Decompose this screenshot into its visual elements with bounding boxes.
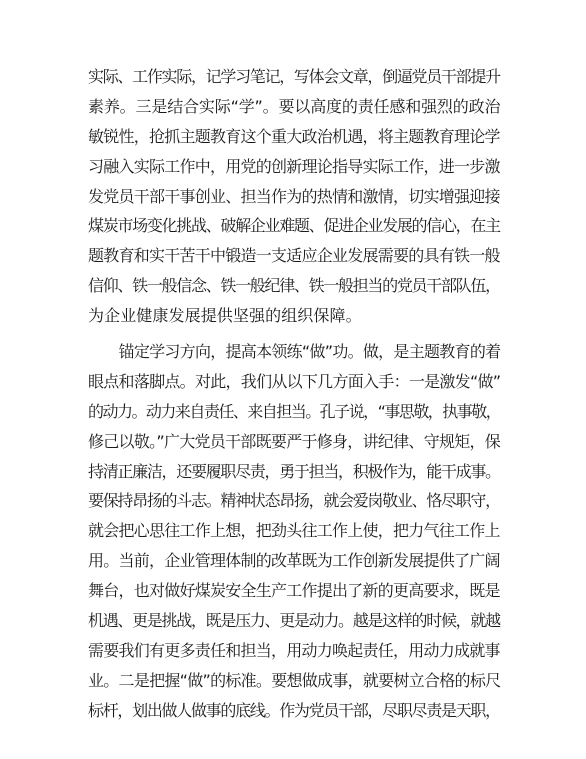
text-line: 需要我们有更多责任和担当，用动力唤起责任，用动力成就事 <box>88 640 500 660</box>
paragraph-2 <box>88 337 500 726</box>
text-line: 习融入实际工作中，用党的创新理论指导实际工作，进一步激 <box>88 156 500 176</box>
text-line: 的动力。动力来自责任、来自担当。孔子说，“事思敬，执事敬， <box>88 401 501 421</box>
text-line: 为企业健康发展提供坚强的组织保障。 <box>88 306 362 326</box>
paragraph-1 <box>88 62 500 331</box>
text-line: 锚定学习方向，提高本领练“做”功。做，是主题教育的着 <box>88 342 501 362</box>
text-line: 用。当前，企业管理体制的改革既为工作创新发展提供了广阔 <box>88 551 500 571</box>
text-line: 眼点和落脚点。对此，我们从以下几方面入手：一是激发“做” <box>88 371 501 391</box>
text-line: 要保持昂扬的斗志。精神状态昂扬，就会爱岗敬业、恪尽职守， <box>88 491 500 511</box>
text-line: 标杆，划出做人做事的底线。作为党员干部，尽职尽责是天职， <box>88 700 500 720</box>
text-line: 机遇、更是挑战，既是压力、更是动力。越是这样的时候，就越 <box>88 611 500 631</box>
text-line: 持清正廉洁，还要履职尽责，勇于担当，积极作为，能干成事。 <box>88 461 500 481</box>
text-line: 信仰、铁一般信念、铁一般纪律、铁一般担当的党员干部队伍， <box>88 276 500 296</box>
text-line: 实际、工作实际，记学习笔记，写体会文章，倒逼党员干部提升 <box>88 67 500 86</box>
text-line: 发党员干部干事创业、担当作为的热情和激情，切实增强迎接 <box>88 186 500 206</box>
text-line: 煤炭市场变化挑战、破解企业难题、促进企业发展的信心，在主 <box>88 216 500 236</box>
body-text <box>88 62 500 726</box>
text-line: 题教育和实干苦干中锻造一支适应企业发展需要的具有铁一般 <box>88 246 500 266</box>
text-line: 素养。三是结合实际“学”。要以高度的责任感和强烈的政治 <box>88 96 501 116</box>
text-line: 就会把心思往工作上想，把劲头往工作上使，把力气往工作上 <box>88 521 500 541</box>
text-line: 舞台，也对做好煤炭安全生产工作提出了新的更高要求，既是 <box>88 581 500 601</box>
text-line: 修己以敬。”广大党员干部既要严于修身，讲纪律、守规矩，保 <box>88 431 501 451</box>
text-line: 业。二是把握“做”的标准。要想做成事，就要树立合格的标尺 <box>88 670 501 690</box>
text-line: 敏锐性，抢抓主题教育这个重大政治机遇，将主题教育理论学 <box>88 126 500 146</box>
